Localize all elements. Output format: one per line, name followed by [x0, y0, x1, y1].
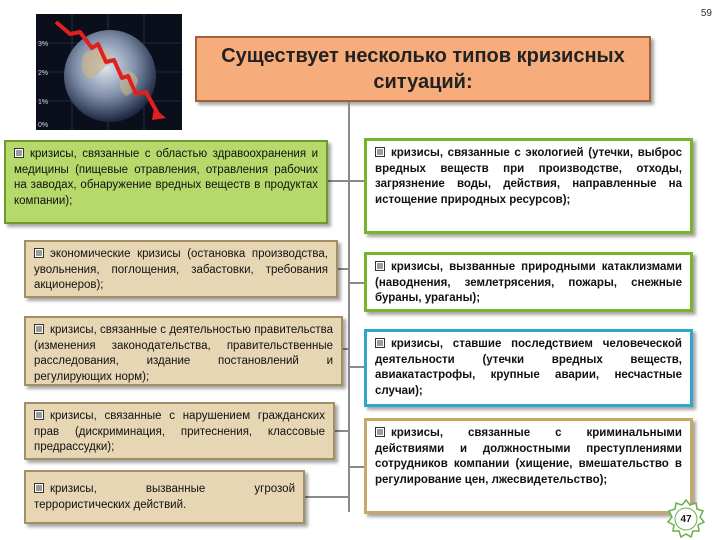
bullet-icon: [375, 427, 385, 437]
crisis-box-government: [24, 316, 343, 386]
globe-icon: [36, 14, 182, 130]
bullet-icon: [34, 483, 44, 493]
connector-left-2: [338, 268, 348, 270]
crisis-text: кризисы, связанные с криминальными действиями и должностными преступлениями сотрудников компании (хищение, вмешательство в регулирование цен, лжесвидетельство);: [375, 427, 682, 486]
connector-vertical: [348, 102, 350, 512]
title-box: [195, 36, 651, 102]
bullet-icon: [34, 410, 44, 420]
crisis-text: кризисы, связанные с деятельностью правительства (изменения законодательства, правительственные расследования, издание постановлений и регулирующих норм);: [34, 324, 333, 383]
crisis-text: кризисы, вызванные природными катаклизмами (наводнения, землетрясения, пожары, снежные бураны, ураганы);: [375, 261, 682, 305]
image-label-0: 0%: [38, 122, 49, 129]
crisis-box-health: [4, 140, 328, 224]
crisis-box-natural: [364, 252, 693, 312]
image-label-2: 2%: [38, 70, 49, 77]
connector-left-5: [305, 496, 348, 498]
crisis-box-civil-rights: [24, 402, 335, 460]
crisis-text: экономические кризисы (остановка производства, увольнения, поглощения, забастовки, требования акционеров);: [34, 248, 328, 292]
connector-left-3: [343, 348, 348, 350]
crisis-text: кризисы, связанные с областью здравоохранения и медицины (пищевые отравления, отравления рабочих на заводах, обнаружение вредных веществ в продуктах компании);: [14, 148, 318, 207]
image-label-3: 3%: [38, 41, 49, 48]
crisis-box-criminal: [364, 418, 693, 514]
bullet-icon: [34, 248, 44, 258]
crisis-text: кризисы, связанные с нарушением гражданских прав (дискриминация, притеснения, классовые предрассудки);: [34, 410, 325, 454]
connector-right-3: [350, 366, 364, 368]
bullet-icon: [375, 261, 385, 271]
bullet-icon: [34, 324, 44, 334]
crisis-box-economic: [24, 240, 338, 298]
connector-left-4: [335, 430, 348, 432]
crisis-box-ecology: [364, 138, 693, 234]
badge-number: 47: [680, 513, 692, 525]
page-title: Существует несколько типов кризисных ситуаций:: [221, 45, 625, 93]
crisis-text: кризисы, связанные с экологией (утечки, выброс вредных веществ при производстве, отходы, загрязнение воды, действия, направленные на истощение природных ресурсов);: [375, 147, 682, 206]
crisis-text: кризисы, вызванные угрозой террористических действий.: [34, 483, 295, 511]
connector-right-4: [350, 466, 364, 468]
connector-left-1: [328, 180, 348, 182]
connector-right-1: [350, 180, 364, 182]
bullet-icon: [14, 148, 24, 158]
page-number: 59: [700, 8, 712, 19]
bullet-icon: [375, 338, 385, 348]
crisis-text: кризисы, ставшие последствием человеческой деятельности (утечки вредных веществ, авиакатастрофы, крупные аварии, несчастные случаи);: [375, 338, 682, 397]
connector-right-2: [350, 282, 364, 284]
crisis-box-terrorism: [24, 470, 305, 524]
crisis-box-human-activity: [364, 329, 693, 407]
image-label-1: 1%: [38, 99, 49, 106]
globe-crisis-image: [36, 14, 182, 130]
bullet-icon: [375, 147, 385, 157]
